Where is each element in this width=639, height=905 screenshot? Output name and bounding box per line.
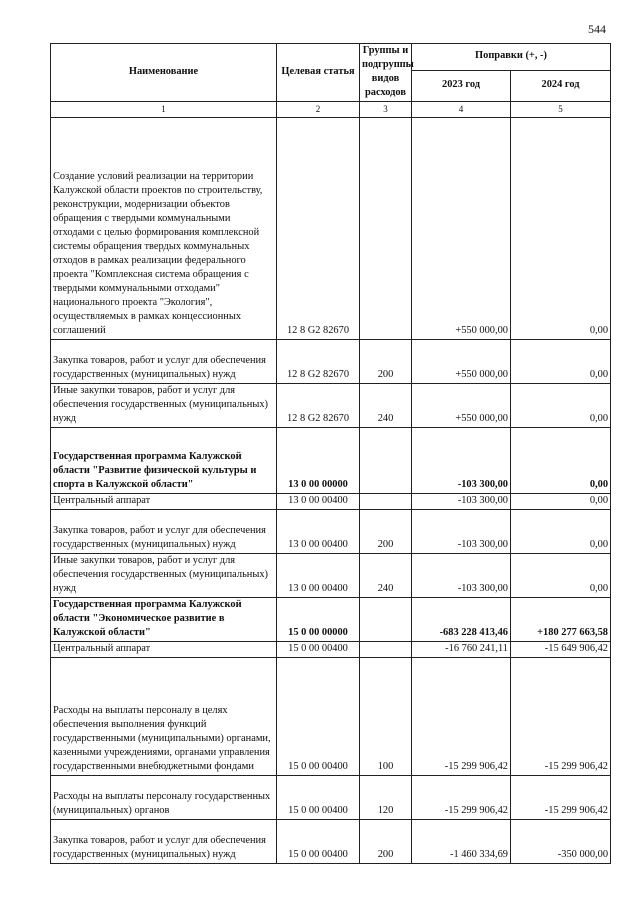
row-name: Закупка товаров, работ и услуг для обеспечения государственных (муниципальных) нужд xyxy=(51,340,277,384)
row-amount-2024: -350 000,00 xyxy=(511,820,611,864)
table-row xyxy=(51,340,611,384)
row-amount-2024: 0,00 xyxy=(511,340,611,384)
header-name: Наименование xyxy=(51,44,277,102)
row-amount-2023: +550 000,00 xyxy=(412,384,511,428)
row-amount-2023: -103 300,00 xyxy=(412,554,511,598)
table-row xyxy=(51,428,611,494)
row-amount-2024: 0,00 xyxy=(511,494,611,510)
row-target-article: 12 8 G2 82670 xyxy=(277,118,360,340)
table-row xyxy=(51,554,611,598)
row-name: Центральный аппарат xyxy=(51,642,277,658)
header-year-2023: 2023 год xyxy=(412,70,511,101)
row-expense-group: 100 xyxy=(360,658,412,776)
column-number: 5 xyxy=(511,102,611,118)
row-amount-2024: 0,00 xyxy=(511,384,611,428)
row-name: Расходы на выплаты персоналу государственных (муниципальных) органов xyxy=(51,776,277,820)
row-target-article: 15 0 00 00400 xyxy=(277,776,360,820)
row-target-article: 13 0 00 00400 xyxy=(277,494,360,510)
row-amount-2024: 0,00 xyxy=(511,428,611,494)
row-amount-2024: -15 299 906,42 xyxy=(511,776,611,820)
page-number: 544 xyxy=(588,22,606,36)
row-expense-group: 200 xyxy=(360,510,412,554)
table-row xyxy=(51,494,611,510)
row-expense-group: 120 xyxy=(360,776,412,820)
row-expense-group xyxy=(360,494,412,510)
row-name: Расходы на выплаты персоналу в целях обеспечения выполнения функций государственными (муниципальными) органами, казенными учреждениями, органами управления государственными внебюджетными фондами xyxy=(51,658,277,776)
row-amount-2023: -1 460 334,69 xyxy=(412,820,511,864)
table-row xyxy=(51,642,611,658)
row-amount-2023: -16 760 241,11 xyxy=(412,642,511,658)
row-amount-2023: -683 228 413,46 xyxy=(412,598,511,642)
row-expense-group: 240 xyxy=(360,554,412,598)
row-target-article: 13 0 00 00400 xyxy=(277,510,360,554)
row-amount-2023: -103 300,00 xyxy=(412,428,511,494)
row-amount-2024: -15 299 906,42 xyxy=(511,658,611,776)
row-name: Закупка товаров, работ и услуг для обеспечения государственных (муниципальных) нужд xyxy=(51,510,277,554)
header-amendments: Поправки (+, -) xyxy=(412,44,611,71)
row-target-article: 15 0 00 00400 xyxy=(277,820,360,864)
row-amount-2023: -103 300,00 xyxy=(412,494,511,510)
row-name: Создание условий реализации на территории Калужской области проектов по строительству, реконструкции, модернизации объектов обращения с твердыми коммунальными отходами с целью формирования комплексной системы обращения твердых коммунальных отходов в рамках реализации федерального проекта "Комплексная система обращения с твердыми коммунальными отходами" национального проекта "Экология", осуществляемых в рамках концессионных соглашений xyxy=(51,118,277,340)
row-expense-group: 200 xyxy=(360,820,412,864)
row-name: Государственная программа Калужской области "Экономическое развитие в Калужской области" xyxy=(51,598,277,642)
row-amount-2024: 0,00 xyxy=(511,118,611,340)
table-row xyxy=(51,820,611,864)
row-expense-group xyxy=(360,642,412,658)
row-target-article: 13 0 00 00400 xyxy=(277,554,360,598)
table-row xyxy=(51,510,611,554)
row-target-article: 15 0 00 00000 xyxy=(277,598,360,642)
row-target-article: 13 0 00 00000 xyxy=(277,428,360,494)
row-name: Иные закупки товаров, работ и услуг для обеспечения государственных (муниципальных) нужд xyxy=(51,384,277,428)
budget-amendments-table xyxy=(50,43,611,864)
row-expense-group xyxy=(360,598,412,642)
row-amount-2023: -103 300,00 xyxy=(412,510,511,554)
row-expense-group: 200 xyxy=(360,340,412,384)
column-number: 3 xyxy=(360,102,412,118)
row-amount-2024: 0,00 xyxy=(511,554,611,598)
row-target-article: 15 0 00 00400 xyxy=(277,642,360,658)
row-amount-2024: 0,00 xyxy=(511,510,611,554)
row-expense-group xyxy=(360,428,412,494)
row-amount-2023: -15 299 906,42 xyxy=(412,776,511,820)
row-amount-2024: -15 649 906,42 xyxy=(511,642,611,658)
row-name: Государственная программа Калужской области "Развитие физической культуры и спорта в Калужской области" xyxy=(51,428,277,494)
header-year-2024: 2024 год xyxy=(511,70,611,101)
row-amount-2024: +180 277 663,58 xyxy=(511,598,611,642)
row-target-article: 15 0 00 00400 xyxy=(277,658,360,776)
row-expense-group xyxy=(360,118,412,340)
row-target-article: 12 8 G2 82670 xyxy=(277,340,360,384)
row-amount-2023: +550 000,00 xyxy=(412,118,511,340)
column-number: 2 xyxy=(277,102,360,118)
header-expense-groups: Группы и подгруппы видов расходов xyxy=(360,44,412,102)
row-expense-group: 240 xyxy=(360,384,412,428)
row-name: Иные закупки товаров, работ и услуг для обеспечения государственных (муниципальных) нужд xyxy=(51,554,277,598)
row-amount-2023: -15 299 906,42 xyxy=(412,658,511,776)
row-amount-2023: +550 000,00 xyxy=(412,340,511,384)
row-name: Центральный аппарат xyxy=(51,494,277,510)
header-target-article: Целевая статья xyxy=(277,44,360,102)
table-row xyxy=(51,118,611,340)
column-number: 1 xyxy=(51,102,277,118)
row-name: Закупка товаров, работ и услуг для обеспечения государственных (муниципальных) нужд xyxy=(51,820,277,864)
row-target-article: 12 8 G2 82670 xyxy=(277,384,360,428)
table-row xyxy=(51,384,611,428)
table-row xyxy=(51,598,611,642)
column-number: 4 xyxy=(412,102,511,118)
table-row xyxy=(51,776,611,820)
table-row xyxy=(51,658,611,776)
